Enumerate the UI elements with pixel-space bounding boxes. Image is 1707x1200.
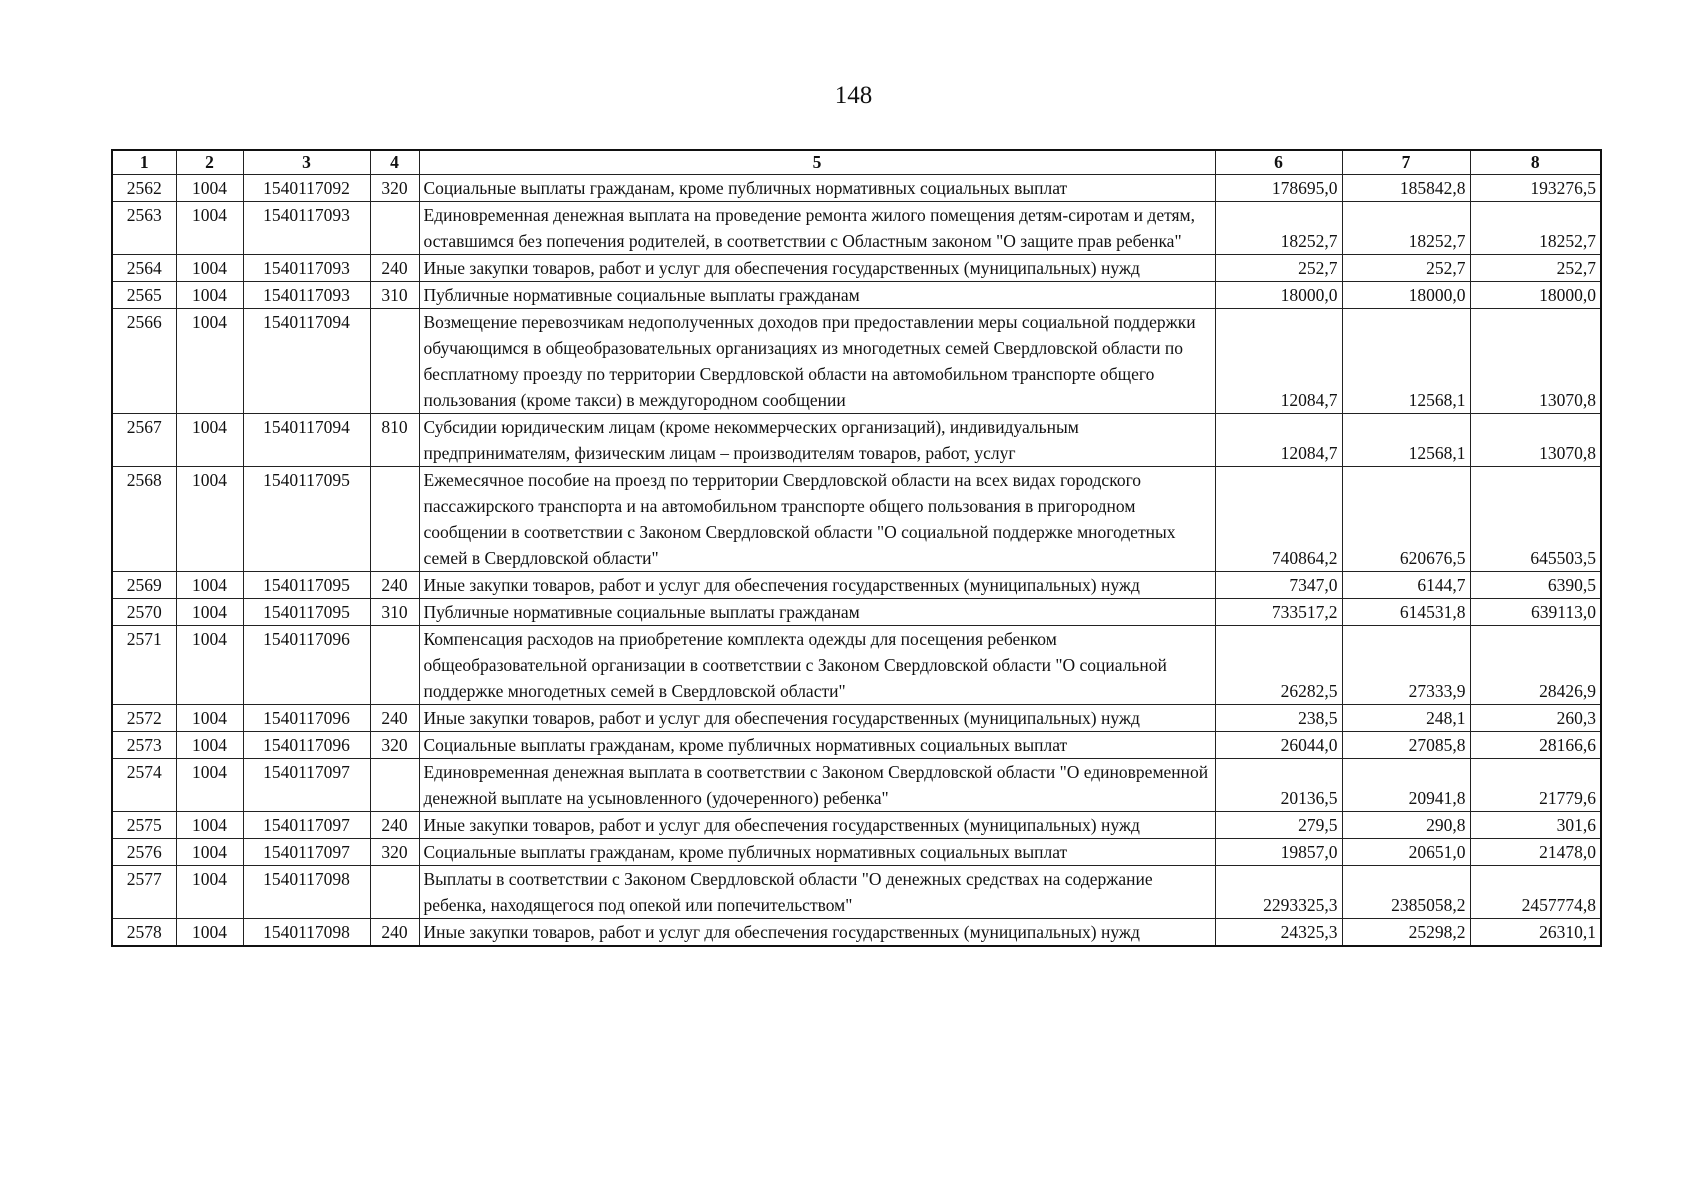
table-row [112,414,1601,467]
name-cell: Единовременная денежная выплата на проведение ремонта жилого помещения детям-сиротам и детям, оставшимся без попечения родителей, в соответствии с Областным законом "О защите прав ребенка" [419,202,1215,255]
amount-col6-cell: 7347,0 [1215,572,1342,599]
table-row [112,626,1601,705]
target-article-cell: 1540117098 [243,866,370,919]
target-article-cell: 1540117097 [243,812,370,839]
amount-col6-cell: 279,5 [1215,812,1342,839]
table-row [112,467,1601,572]
name-cell: Единовременная денежная выплата в соответствии с Законом Свердловской области "О единовременной денежной выплате на усыновленного (удочеренного) ребенка" [419,759,1215,812]
amount-col6-cell: 238,5 [1215,705,1342,732]
row-number-cell: 2566 [112,309,176,414]
amount-col6-cell: 18000,0 [1215,282,1342,309]
target-article-cell: 1540117096 [243,705,370,732]
amount-col6-cell: 26044,0 [1215,732,1342,759]
amount-col8-cell: 26310,1 [1470,919,1601,947]
amount-col7-cell: 620676,5 [1342,467,1470,572]
amount-col6-cell: 740864,2 [1215,467,1342,572]
expense-type-cell: 240 [370,572,419,599]
row-number-cell: 2577 [112,866,176,919]
amount-col6-cell: 733517,2 [1215,599,1342,626]
expense-type-cell [370,467,419,572]
amount-col6-cell: 24325,3 [1215,919,1342,947]
name-cell: Социальные выплаты гражданам, кроме публичных нормативных социальных выплат [419,839,1215,866]
name-cell: Выплаты в соответствии с Законом Свердловской области "О денежных средствах на содержание ребенка, находящегося под опекой или попечительством" [419,866,1215,919]
amount-col8-cell: 260,3 [1470,705,1601,732]
table-row [112,812,1601,839]
row-number-cell: 2572 [112,705,176,732]
expense-type-cell: 320 [370,175,419,202]
amount-col8-cell: 21779,6 [1470,759,1601,812]
table-row [112,705,1601,732]
amount-col8-cell: 2457774,8 [1470,866,1601,919]
amount-col8-cell: 639113,0 [1470,599,1601,626]
row-number-cell: 2573 [112,732,176,759]
expense-type-cell: 310 [370,282,419,309]
amount-col6-cell: 178695,0 [1215,175,1342,202]
target-article-cell: 1540117095 [243,467,370,572]
amount-col8-cell: 18252,7 [1470,202,1601,255]
amount-col8-cell: 21478,0 [1470,839,1601,866]
amount-col7-cell: 12568,1 [1342,414,1470,467]
row-number-cell: 2578 [112,919,176,947]
amount-col6-cell: 12084,7 [1215,414,1342,467]
target-article-cell: 1540117097 [243,759,370,812]
name-cell: Социальные выплаты гражданам, кроме публичных нормативных социальных выплат [419,175,1215,202]
name-cell: Иные закупки товаров, работ и услуг для обеспечения государственных (муниципальных) нужд [419,255,1215,282]
amount-col7-cell: 614531,8 [1342,599,1470,626]
expense-type-cell: 320 [370,839,419,866]
target-article-cell: 1540117093 [243,255,370,282]
amount-col8-cell: 301,6 [1470,812,1601,839]
table-row [112,866,1601,919]
section-code-cell: 1004 [176,626,243,705]
table-row [112,599,1601,626]
row-number-cell: 2574 [112,759,176,812]
name-cell: Публичные нормативные социальные выплаты гражданам [419,599,1215,626]
row-number-cell: 2568 [112,467,176,572]
target-article-cell: 1540117096 [243,732,370,759]
target-article-cell: 1540117092 [243,175,370,202]
target-article-cell: 1540117097 [243,839,370,866]
name-cell: Иные закупки товаров, работ и услуг для обеспечения государственных (муниципальных) нужд [419,919,1215,947]
table-row [112,309,1601,414]
expense-type-cell: 240 [370,919,419,947]
target-article-cell: 1540117095 [243,599,370,626]
amount-col7-cell: 25298,2 [1342,919,1470,947]
amount-col7-cell: 6144,7 [1342,572,1470,599]
table-row [112,839,1601,866]
section-code-cell: 1004 [176,839,243,866]
amount-col7-cell: 20651,0 [1342,839,1470,866]
name-cell: Иные закупки товаров, работ и услуг для обеспечения государственных (муниципальных) нужд [419,705,1215,732]
section-code-cell: 1004 [176,759,243,812]
row-number-cell: 2569 [112,572,176,599]
amount-col6-cell: 252,7 [1215,255,1342,282]
section-code-cell: 1004 [176,202,243,255]
amount-col6-cell: 2293325,3 [1215,866,1342,919]
expense-type-cell [370,759,419,812]
row-number-cell: 2571 [112,626,176,705]
target-article-cell: 1540117098 [243,919,370,947]
amount-col8-cell: 13070,8 [1470,309,1601,414]
target-article-cell: 1540117096 [243,626,370,705]
table-row [112,759,1601,812]
amount-col8-cell: 252,7 [1470,255,1601,282]
column-header: 8 [1470,150,1601,175]
section-code-cell: 1004 [176,282,243,309]
section-code-cell: 1004 [176,175,243,202]
budget-table [111,149,1602,947]
table-row [112,175,1601,202]
column-header: 5 [419,150,1215,175]
table-row [112,255,1601,282]
name-cell: Иные закупки товаров, работ и услуг для обеспечения государственных (муниципальных) нужд [419,812,1215,839]
row-number-cell: 2570 [112,599,176,626]
amount-col8-cell: 193276,5 [1470,175,1601,202]
target-article-cell: 1540117095 [243,572,370,599]
amount-col8-cell: 28426,9 [1470,626,1601,705]
name-cell: Публичные нормативные социальные выплаты гражданам [419,282,1215,309]
name-cell: Иные закупки товаров, работ и услуг для обеспечения государственных (муниципальных) нужд [419,572,1215,599]
amount-col7-cell: 20941,8 [1342,759,1470,812]
section-code-cell: 1004 [176,414,243,467]
amount-col7-cell: 248,1 [1342,705,1470,732]
expense-type-cell: 240 [370,255,419,282]
table-row [112,572,1601,599]
name-cell: Субсидии юридическим лицам (кроме некоммерческих организаций), индивидуальным предпринимателям, физическим лицам – производителям товаров, работ, услуг [419,414,1215,467]
column-header: 1 [112,150,176,175]
amount-col8-cell: 6390,5 [1470,572,1601,599]
target-article-cell: 1540117094 [243,414,370,467]
amount-col7-cell: 2385058,2 [1342,866,1470,919]
expense-type-cell [370,866,419,919]
column-header: 6 [1215,150,1342,175]
amount-col7-cell: 27085,8 [1342,732,1470,759]
amount-col7-cell: 290,8 [1342,812,1470,839]
target-article-cell: 1540117094 [243,309,370,414]
table-row [112,202,1601,255]
amount-col7-cell: 12568,1 [1342,309,1470,414]
amount-col6-cell: 26282,5 [1215,626,1342,705]
amount-col7-cell: 18252,7 [1342,202,1470,255]
header-row [112,150,1601,175]
expense-type-cell: 320 [370,732,419,759]
expense-type-cell: 810 [370,414,419,467]
expense-type-cell: 240 [370,812,419,839]
amount-col7-cell: 27333,9 [1342,626,1470,705]
column-header: 2 [176,150,243,175]
amount-col7-cell: 18000,0 [1342,282,1470,309]
section-code-cell: 1004 [176,705,243,732]
amount-col8-cell: 18000,0 [1470,282,1601,309]
section-code-cell: 1004 [176,467,243,572]
section-code-cell: 1004 [176,812,243,839]
expense-type-cell: 240 [370,705,419,732]
row-number-cell: 2562 [112,175,176,202]
page-number: 148 [834,82,873,109]
section-code-cell: 1004 [176,309,243,414]
table-row [112,919,1601,947]
row-number-cell: 2564 [112,255,176,282]
column-header: 3 [243,150,370,175]
amount-col6-cell: 19857,0 [1215,839,1342,866]
expense-type-cell [370,202,419,255]
section-code-cell: 1004 [176,255,243,282]
name-cell: Возмещение перевозчикам недополученных доходов при предоставлении меры социальной поддержки обучающимся в общеобразовательных организациях из многодетных семей Свердловской области по бесплатному проезду по территории Свердловской области на автомобильном транспорте общего пользования (кроме такси) в междугородном сообщении [419,309,1215,414]
column-header: 7 [1342,150,1470,175]
table-body [112,175,1601,947]
target-article-cell: 1540117093 [243,202,370,255]
row-number-cell: 2576 [112,839,176,866]
section-code-cell: 1004 [176,732,243,759]
expense-type-cell [370,626,419,705]
table-row [112,732,1601,759]
row-number-cell: 2575 [112,812,176,839]
section-code-cell: 1004 [176,866,243,919]
column-header: 4 [370,150,419,175]
row-number-cell: 2567 [112,414,176,467]
amount-col8-cell: 645503,5 [1470,467,1601,572]
amount-col7-cell: 185842,8 [1342,175,1470,202]
table-row [112,282,1601,309]
section-code-cell: 1004 [176,599,243,626]
amount-col6-cell: 18252,7 [1215,202,1342,255]
target-article-cell: 1540117093 [243,282,370,309]
section-code-cell: 1004 [176,919,243,947]
name-cell: Социальные выплаты гражданам, кроме публичных нормативных социальных выплат [419,732,1215,759]
amount-col8-cell: 28166,6 [1470,732,1601,759]
row-number-cell: 2565 [112,282,176,309]
expense-type-cell: 310 [370,599,419,626]
name-cell: Компенсация расходов на приобретение комплекта одежды для посещения ребенком общеобразовательной организации в соответствии с Законом Свердловской области "О социальной поддержке многодетных семей в Свердловской области" [419,626,1215,705]
amount-col7-cell: 252,7 [1342,255,1470,282]
amount-col6-cell: 20136,5 [1215,759,1342,812]
amount-col6-cell: 12084,7 [1215,309,1342,414]
section-code-cell: 1004 [176,572,243,599]
amount-col8-cell: 13070,8 [1470,414,1601,467]
expense-type-cell [370,309,419,414]
name-cell: Ежемесячное пособие на проезд по территории Свердловской области на всех видах городского пассажирского транспорта и на автомобильном транспорте общего пользования в пригородном сообщении в соответствии с Законом Свердловской области "О социальной поддержке многодетных семей в Свердловской области" [419,467,1215,572]
row-number-cell: 2563 [112,202,176,255]
